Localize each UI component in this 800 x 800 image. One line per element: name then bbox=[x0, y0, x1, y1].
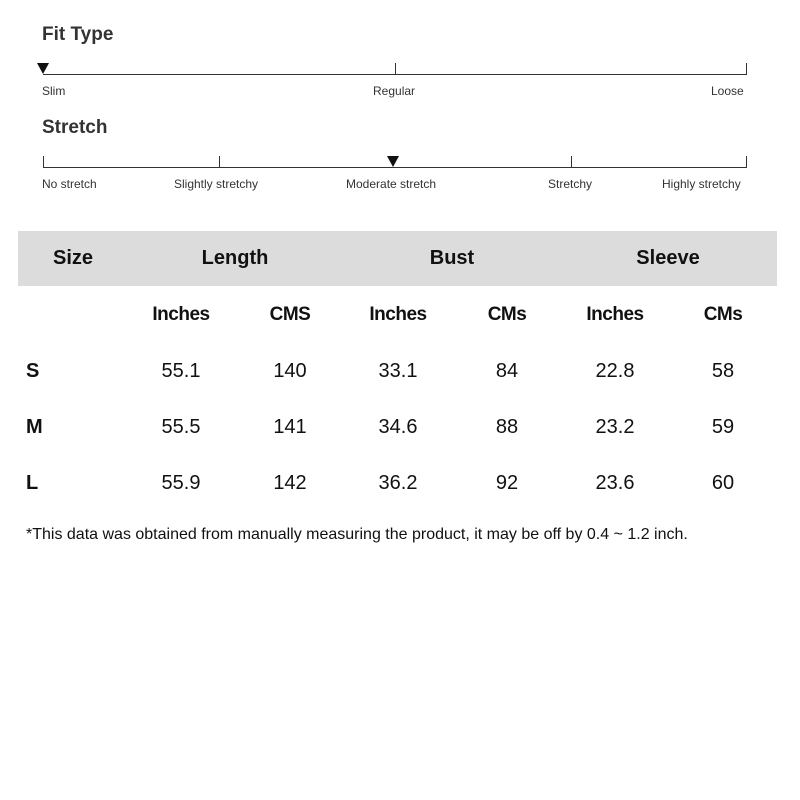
bust-cms-header: CMs bbox=[487, 304, 527, 325]
table-cell: 84 bbox=[495, 360, 519, 382]
stretch-tick-high bbox=[746, 156, 747, 168]
table-cell: 55.9 bbox=[161, 472, 201, 494]
length-inches-header: Inches bbox=[152, 304, 210, 325]
stretch-tick-none bbox=[43, 156, 44, 168]
stretch-label-high: Highly stretchy bbox=[662, 177, 741, 191]
stretch-tick-slight bbox=[219, 156, 220, 168]
table-cell: 33.1 bbox=[378, 360, 418, 382]
stretch-tick-stretchy bbox=[571, 156, 572, 168]
stretch-label-stretchy: Stretchy bbox=[548, 177, 593, 191]
stretch-title: Stretch bbox=[42, 117, 108, 138]
table-cell: 88 bbox=[495, 416, 519, 438]
fit-type-title: Fit Type bbox=[42, 24, 114, 45]
bust-inches-header: Inches bbox=[369, 304, 427, 325]
table-cell: 92 bbox=[495, 472, 519, 494]
fit-type-label-slim: Slim bbox=[42, 84, 66, 98]
size-label-l: L bbox=[26, 472, 39, 494]
fit-type-label-loose: Loose bbox=[711, 84, 744, 98]
table-cell: 59 bbox=[711, 416, 735, 438]
size-header: Size bbox=[52, 247, 94, 269]
sleeve-cms-header: CMs bbox=[703, 304, 743, 325]
table-cell: 22.8 bbox=[595, 360, 635, 382]
fit-type-marker-icon bbox=[37, 63, 49, 74]
sleeve-header: Sleeve bbox=[636, 247, 700, 269]
table-cell: 23.6 bbox=[595, 472, 635, 494]
size-label-s: S bbox=[26, 360, 40, 382]
fit-type-label-regular: Regular bbox=[373, 84, 416, 98]
stretch-label-slight: Slightly stretchy bbox=[174, 177, 259, 191]
table-cell: 34.6 bbox=[378, 416, 418, 438]
fit-type-scale bbox=[43, 61, 747, 75]
length-header: Length bbox=[201, 247, 269, 269]
fit-type-tick-loose bbox=[746, 63, 747, 75]
stretch-label-none: No stretch bbox=[42, 177, 97, 191]
stretch-scale-line bbox=[43, 167, 747, 168]
table-cell: 141 bbox=[273, 416, 307, 438]
stretch-scale bbox=[43, 154, 747, 168]
length-cms-header: CMS bbox=[269, 304, 311, 325]
size-label-m: M bbox=[26, 416, 43, 438]
table-cell: 55.1 bbox=[161, 360, 201, 382]
stretch-label-moderate: Moderate stretch bbox=[346, 177, 437, 191]
fit-type-tick-regular bbox=[395, 63, 396, 75]
bust-header: Bust bbox=[429, 247, 475, 269]
table-cell: 55.5 bbox=[161, 416, 201, 438]
table-cell: 140 bbox=[273, 360, 307, 382]
table-cell: 58 bbox=[711, 360, 735, 382]
stretch-marker-icon bbox=[387, 156, 399, 167]
measurement-note: *This data was obtained from manually measuring the product, it may be off by 0.4 ~ 1.2 inch. bbox=[26, 526, 688, 543]
table-cell: 36.2 bbox=[378, 472, 418, 494]
table-cell: 142 bbox=[273, 472, 307, 494]
sleeve-inches-header: Inches bbox=[586, 304, 644, 325]
table-cell: 23.2 bbox=[595, 416, 635, 438]
table-cell: 60 bbox=[711, 472, 735, 494]
